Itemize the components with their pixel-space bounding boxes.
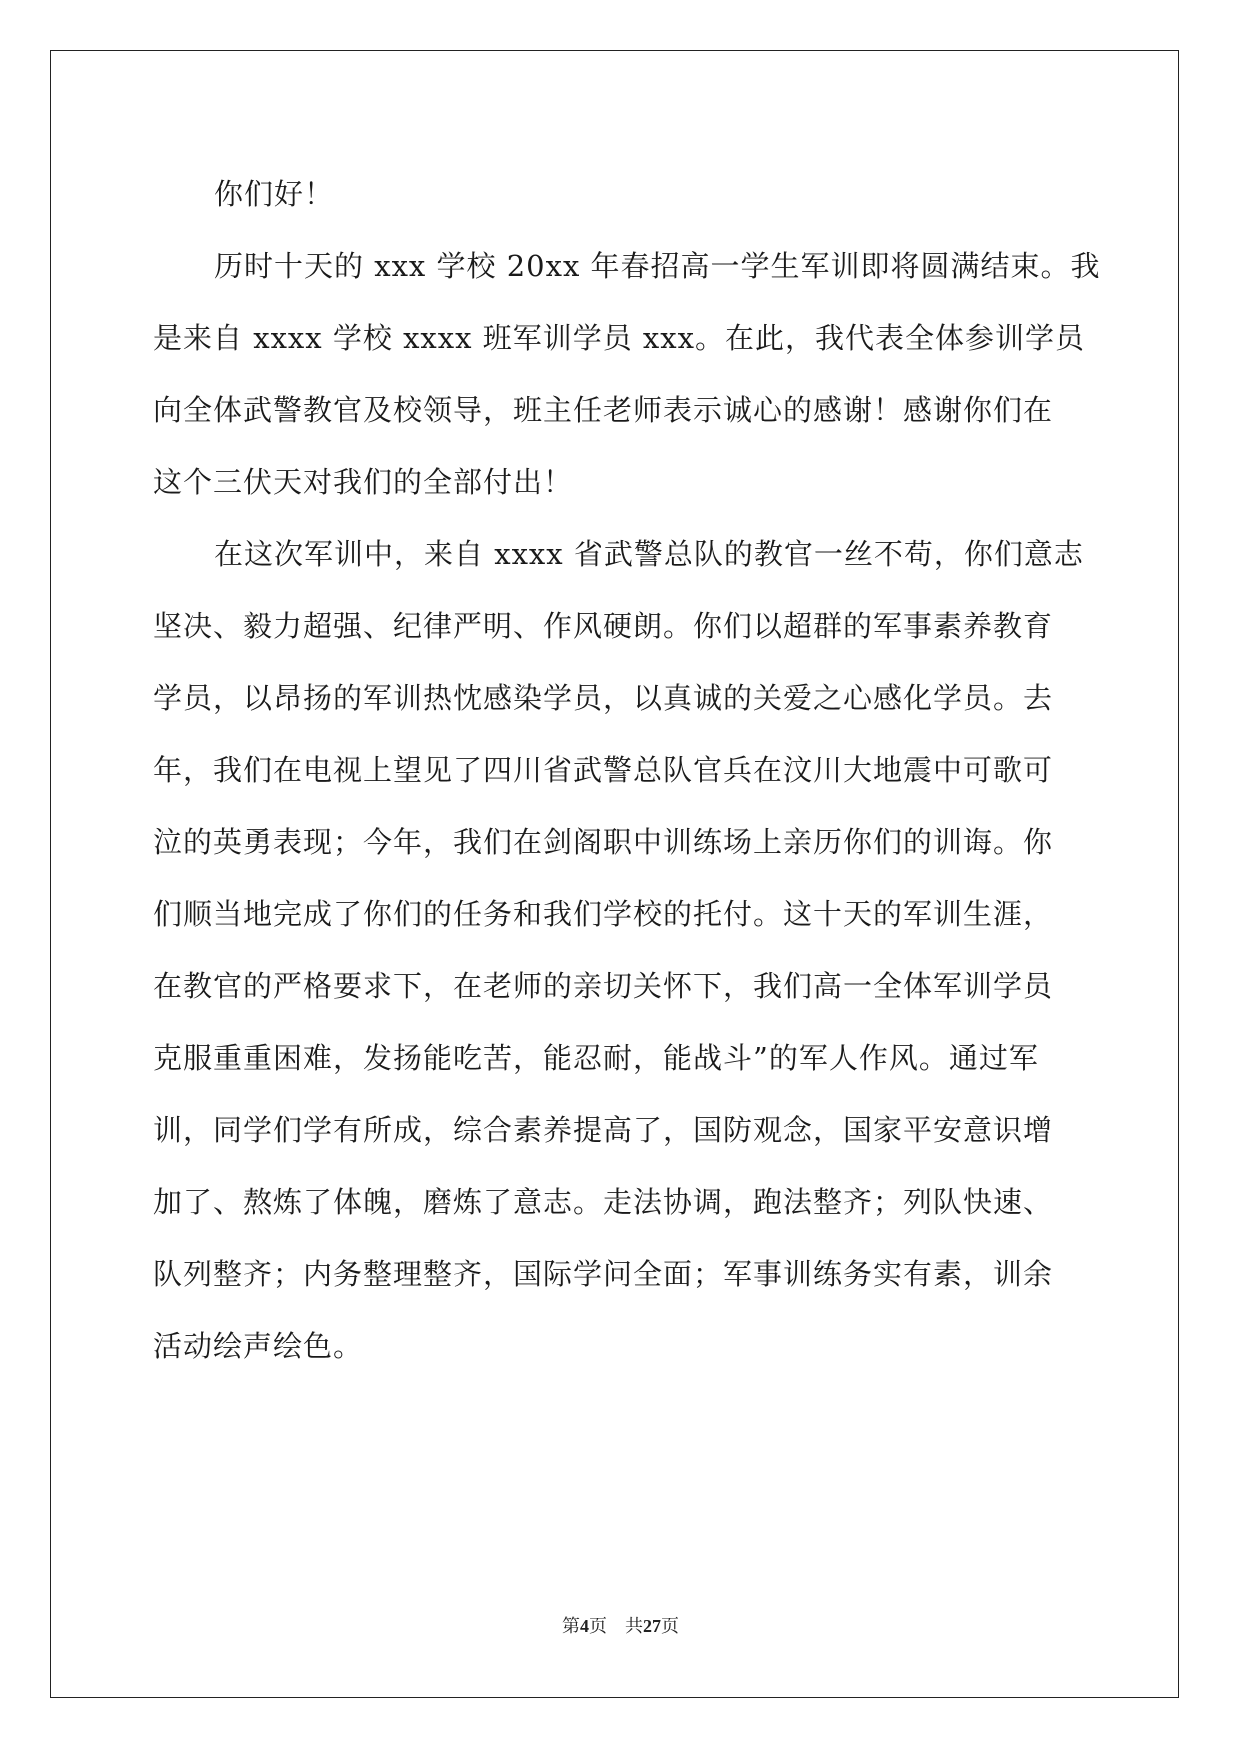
page-footer (0, 1612, 1241, 1638)
paragraph-line: 是来自 xxxx 学校 xxxx 班军训学员 xxx。在此，我代表全体参训学员 (153, 321, 1085, 355)
paragraph-line: 历时十天的 xxx 学校 20xx 年春招高一学生军训即将圆满结束。我 (214, 249, 1101, 283)
page-prefix: 第 (562, 1616, 580, 1636)
paragraph-line: 克服重重困难，发扬能吃苦，能忍耐，能战斗”的军人作风。通过军 (153, 1041, 1039, 1075)
paragraph-line: 们顺当地完成了你们的任务和我们学校的托付。这十天的军训生涯， (153, 897, 1054, 931)
paragraph-line: 队列整齐；内务整理整齐，国际学问全面；军事训练务实有素，训余 (153, 1257, 1054, 1291)
document-body (153, 158, 1101, 1382)
paragraph-line: 坚决、毅力超强、纪律严明、作风硬朗。你们以超群的军事素养教育 (153, 609, 1054, 643)
paragraph-line: 这个三伏天对我们的全部付出！ (153, 465, 574, 499)
paragraph-line: 学员，以昂扬的军训热忱感染学员，以真诚的关爱之心感化学员。去 (153, 681, 1054, 715)
paragraph-line: 向全体武警教官及校领导，班主任老师表示诚心的感谢！感谢你们在 (153, 393, 1054, 427)
total-pages: 27 (643, 1616, 661, 1636)
page-number: 4 (580, 1616, 589, 1636)
paragraph-line: 泣的英勇表现；今年，我们在剑阁职中训练场上亲历你们的训诲。你 (153, 825, 1054, 859)
paragraph-line: 加了、熬炼了体魄，磨炼了意志。走法协调，跑法整齐；列队快速、 (153, 1185, 1054, 1219)
total-suffix: 页 (661, 1616, 679, 1636)
paragraph-line: 在这次军训中，来自 xxxx 省武警总队的教官一丝不苟，你们意志 (214, 537, 1084, 571)
paragraph-line: 活动绘声绘色。 (153, 1329, 364, 1363)
total-prefix: 共 (625, 1616, 643, 1636)
greeting-line: 你们好！ (214, 177, 335, 211)
page-suffix: 页 (589, 1616, 607, 1636)
paragraph-line: 在教官的严格要求下，在老师的亲切关怀下，我们高一全体军训学员 (153, 969, 1054, 1003)
paragraph-line: 训，同学们学有所成，综合素养提高了，国防观念，国家平安意识增 (153, 1113, 1054, 1147)
paragraph-line: 年，我们在电视上望见了四川省武警总队官兵在汶川大地震中可歌可 (153, 753, 1054, 787)
